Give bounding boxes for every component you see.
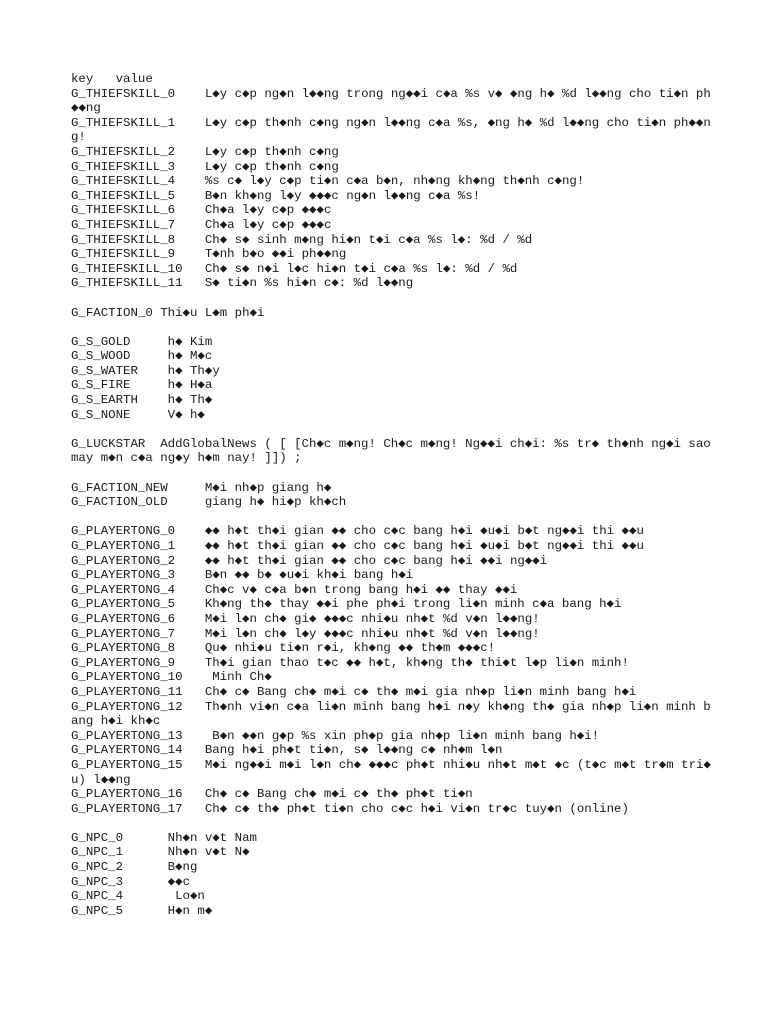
text-line: G_THIEFSKILL_6 Ch◆a l◆y c◆p ◆◆◆c — [71, 203, 332, 218]
text-line: G_S_FIRE h◆ H◆a — [71, 378, 213, 393]
text-block — [71, 481, 711, 510]
text-line: G_PLAYERTONG_6 M◆i l◆n ch◆ gi◆ ◆◆◆c nhi◆u nh◆t %d v◆n l◆◆ng! — [71, 611, 540, 626]
block-gap — [71, 291, 711, 306]
text-line: G_PLAYERTONG_0 ◆◆ h◆t th◆i gian ◆◆ cho c◆c bang h◆i ◆u◆i b◆t ng◆◆i thi ◆◆u — [71, 524, 644, 539]
text-line: G_THIEFSKILL_3 L◆y c◆p th◆nh c◆ng — [71, 159, 339, 174]
block-gap — [71, 422, 711, 437]
text-line: G_PLAYERTONG_12 Th◆nh vi◆n c◆a li◆n minh bang h◆i n◆y kh◆ng th◆ gia nh◆p li◆n minh bang h◆i kh◆c — [71, 699, 711, 729]
text-line: G_NPC_0 Nh◆n v◆t Nam — [71, 830, 257, 845]
text-line: G_PLAYERTONG_15 M◆i ng◆◆i m◆i l◆n ch◆ ◆◆◆c ph◆t nhi◆u nh◆t m◆t ◆c (t◆c m◆t tr◆m tri◆u) l◆◆ng — [71, 757, 711, 787]
block-gap — [71, 320, 711, 335]
text-line: G_PLAYERTONG_13 B◆n ◆◆n g◆p %s xin ph◆p gia nh◆p li◆n minh bang h◆i! — [71, 728, 600, 743]
text-line: G_THIEFSKILL_4 %s c◆ l◆y c◆p ti◆n c◆a b◆n, nh◆ng kh◆ng th◆nh c◆ng! — [71, 174, 585, 189]
text-line: G_S_GOLD h◆ Kim — [71, 334, 213, 349]
text-block — [71, 831, 711, 919]
text-line: G_PLAYERTONG_17 Ch◆ c◆ th◆ ph◆t ti◆n cho c◆c h◆i vi◆n tr◆c tuy◆n (online) — [71, 801, 629, 816]
text-line: G_THIEFSKILL_0 L◆y c◆p ng◆n l◆◆ng trong ng◆◆i c◆a %s v◆ ◆ng h◆ %d l◆◆ng cho ti◆n ph◆◆ng — [71, 86, 711, 116]
text-line: G_NPC_1 Nh◆n v◆t N◆ — [71, 845, 250, 860]
text-line: G_FACTION_0 Thi◆u L◆m ph◆i — [71, 305, 265, 320]
text-line: G_THIEFSKILL_7 Ch◆a l◆y c◆p ◆◆◆c — [71, 217, 332, 232]
document-page — [71, 72, 719, 918]
text-block — [71, 524, 711, 816]
text-block — [71, 306, 711, 321]
text-line: G_NPC_5 H◆n m◆ — [71, 903, 213, 918]
text-line: G_THIEFSKILL_5 B◆n kh◆ng l◆y ◆◆◆c ng◆n l◆◆ng c◆a %s! — [71, 188, 481, 203]
text-line: G_PLAYERTONG_3 B◆n ◆◆ b◆ ◆u◆i kh◆i bang h◆i — [71, 568, 414, 583]
text-line: G_THIEFSKILL_8 Ch◆ s◆ sinh m◆ng hi◆n t◆i c◆a %s l◆: %d / %d — [71, 232, 533, 247]
text-line: G_PLAYERTONG_11 Ch◆ c◆ Bang ch◆ m◆i c◆ th◆ m◆i gia nh◆p li◆n minh bang h◆i — [71, 684, 637, 699]
text-line: key value — [71, 72, 153, 86]
text-line: G_PLAYERTONG_16 Ch◆ c◆ Bang ch◆ m◆i c◆ th◆ ph◆t ti◆n — [71, 787, 473, 802]
text-line: G_PLAYERTONG_8 Qu◆ nhi◆u ti◆n r◆i, kh◆ng ◆◆ th◆m ◆◆◆c! — [71, 641, 496, 656]
block-gap — [71, 816, 711, 831]
text-block — [71, 335, 711, 423]
block-gap — [71, 466, 711, 481]
text-line: G_PLAYERTONG_5 Kh◆ng th◆ thay ◆◆i phe ph◆i trong li◆n minh c◆a bang h◆i — [71, 597, 622, 612]
text-line: G_FACTION_NEW M◆i nh◆p giang h◆ — [71, 480, 332, 495]
text-line: G_THIEFSKILL_9 T◆nh b◆o ◆◆i ph◆◆ng — [71, 247, 347, 262]
text-line: G_NPC_2 B◆ng — [71, 860, 198, 875]
text-line: G_THIEFSKILL_2 L◆y c◆p th◆nh c◆ng — [71, 144, 339, 159]
text-line: G_PLAYERTONG_10 Minh Ch◆ — [71, 670, 272, 685]
text-line: G_NPC_3 ◆◆c — [71, 874, 191, 889]
block-gap — [71, 510, 711, 525]
text-line: G_PLAYERTONG_14 Bang h◆i ph◆t ti◆n, s◆ l◆◆ng c◆ nh◆m l◆n — [71, 743, 503, 758]
text-line: G_PLAYERTONG_4 Ch◆c v◆ c◆a b◆n trong bang h◆i ◆◆ thay ◆◆i — [71, 582, 518, 597]
text-line: G_PLAYERTONG_9 Th◆i gian thao t◆c ◆◆ h◆t, kh◆ng th◆ thi◆t l◆p li◆n minh! — [71, 655, 629, 670]
text-line: G_FACTION_OLD giang h◆ hi◆p kh◆ch — [71, 495, 347, 510]
text-line: G_NPC_4 Lo◆n — [71, 889, 205, 904]
text-line: G_THIEFSKILL_1 L◆y c◆p th◆nh c◆ng ng◆n l◆◆ng c◆a %s, ◆ng h◆ %d l◆◆ng cho ti◆n ph◆◆ng! — [71, 115, 711, 145]
text-line: G_S_EARTH h◆ Th◆ — [71, 393, 213, 408]
text-line: G_S_NONE V◆ h◆ — [71, 407, 205, 422]
text-line: G_THIEFSKILL_10 Ch◆ s◆ n◆i l◆c hi◆n t◆i c◆a %s l◆: %d / %d — [71, 261, 518, 276]
text-block — [71, 436, 719, 466]
text-line: G_THIEFSKILL_11 S◆ ti◆n %s hi◆n c◆: %d l◆◆ng — [71, 276, 414, 291]
text-line: G_PLAYERTONG_2 ◆◆ h◆t th◆i gian ◆◆ cho c◆c bang h◆i ◆◆i ng◆◆i — [71, 553, 548, 568]
text-line: G_S_WOOD h◆ M◆c — [71, 349, 213, 364]
text-line: G_S_WATER h◆ Th◆y — [71, 363, 220, 378]
text-block — [71, 72, 711, 291]
text-line: G_PLAYERTONG_1 ◆◆ h◆t th◆i gian ◆◆ cho c◆c bang h◆i ◆u◆i b◆t ng◆◆i thi ◆◆u — [71, 539, 644, 553]
text-line: G_LUCKSTAR AddGlobalNews ( [ [Ch◆c m◆ng! Ch◆c m◆ng! Ng◆◆i ch◆i: %s tr◆ th◆nh ng◆i sao may m◆n c◆a ng◆y h◆m nay! ]]) ; — [71, 436, 719, 466]
text-line: G_PLAYERTONG_7 M◆i l◆n ch◆ l◆y ◆◆◆c nhi◆u nh◆t %d v◆n l◆◆ng! — [71, 626, 540, 641]
